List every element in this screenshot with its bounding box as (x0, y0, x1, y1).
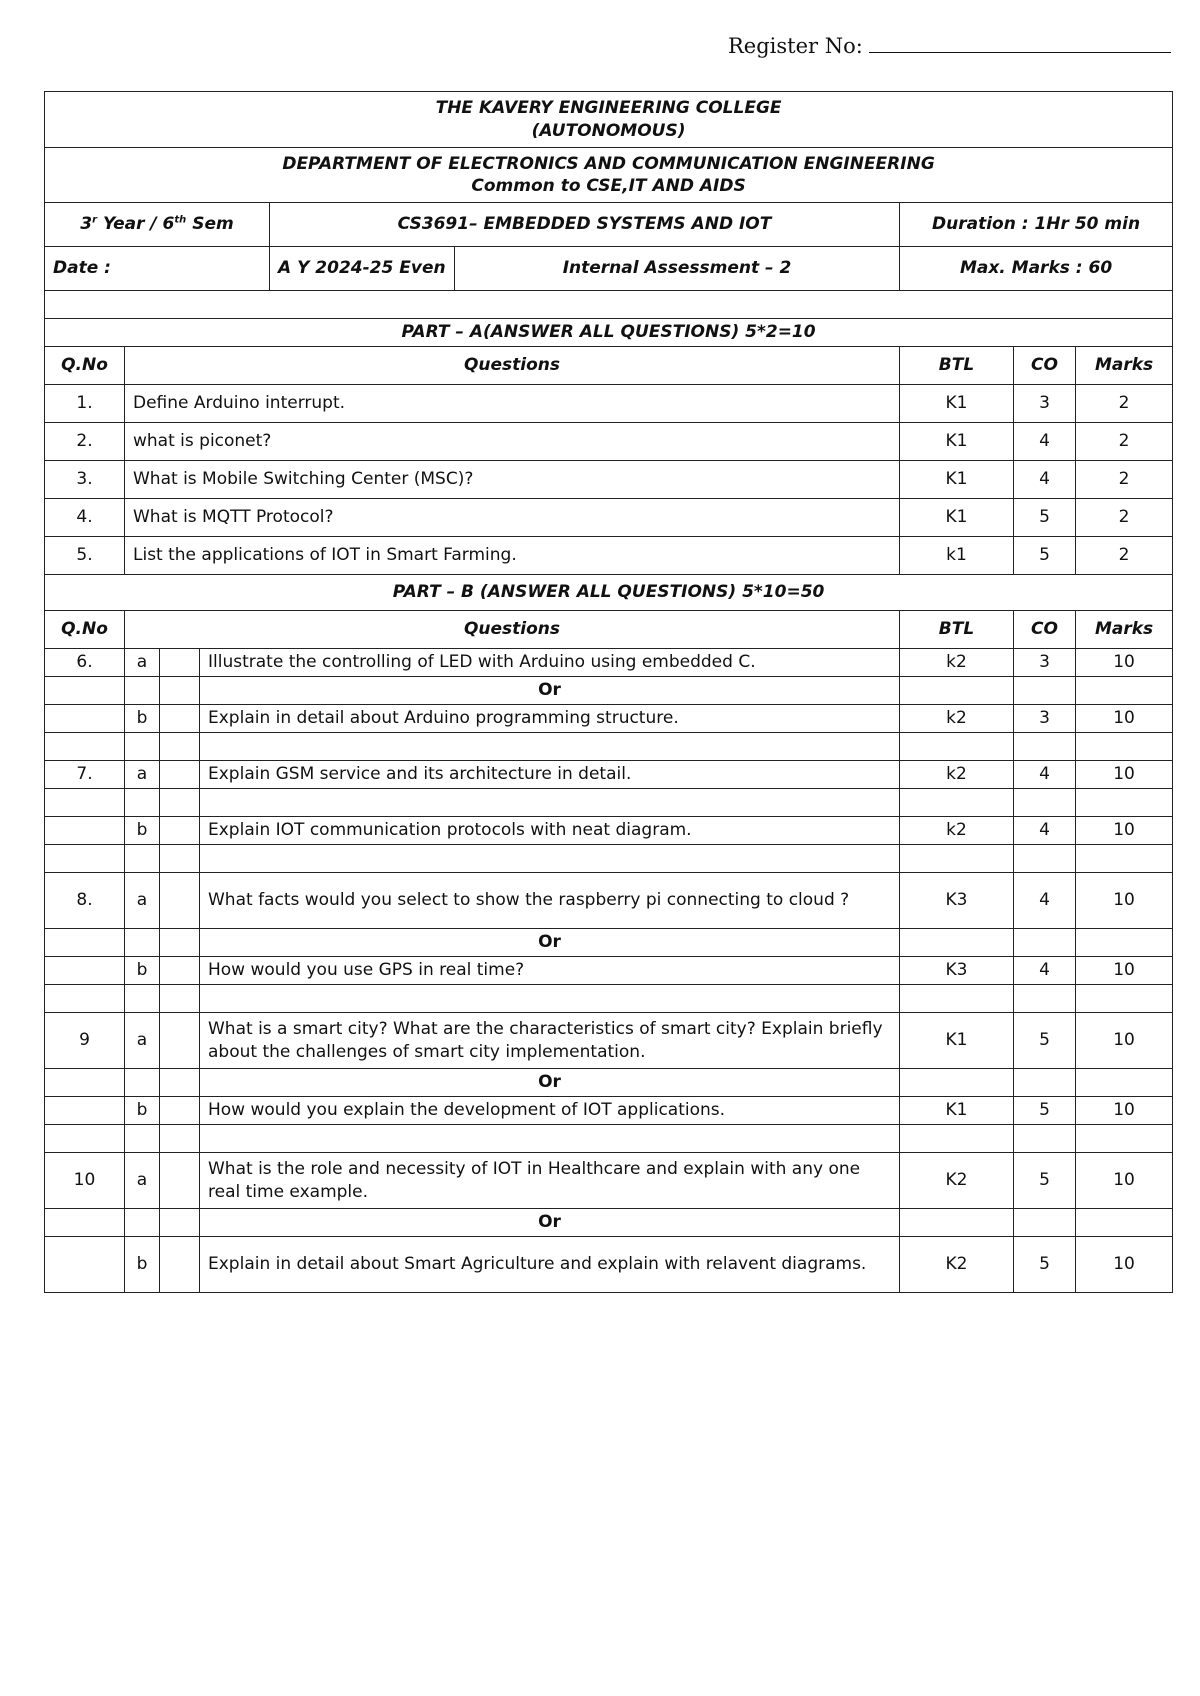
question-text: How would you use GPS in real time? (200, 957, 900, 985)
marks-value: 2 (1076, 537, 1173, 575)
option-label: b (125, 1097, 160, 1125)
question-paper-table (44, 91, 1173, 1293)
college-name: THE KAVERY ENGINEERING COLLEGE (435, 98, 782, 119)
co-value: 5 (1014, 499, 1076, 537)
marks-value: 10 (1076, 761, 1173, 789)
btl-value: K1 (900, 499, 1014, 537)
question-text: Explain in detail about Smart Agriculture and explain with relavent diagrams. (200, 1237, 900, 1293)
or-separator: Or (200, 1069, 900, 1097)
question-number: 2. (45, 423, 125, 461)
btl-value: K2 (900, 1153, 1014, 1209)
question-text: List the applications of IOT in Smart Farming. (125, 537, 900, 575)
marks-value: 2 (1076, 423, 1173, 461)
or-separator: Or (200, 1209, 900, 1237)
option-label: b (125, 1237, 160, 1293)
co-value: 5 (1014, 537, 1076, 575)
question-text: How would you explain the development of IOT applications. (200, 1097, 900, 1125)
department-header (45, 148, 1173, 203)
table-row (45, 423, 1173, 461)
or-separator: Or (200, 677, 900, 705)
col-co: CO (1014, 347, 1076, 385)
btl-value: K3 (900, 873, 1014, 929)
co-value: 3 (1014, 649, 1076, 677)
question-number: 3. (45, 461, 125, 499)
co-value: 4 (1014, 423, 1076, 461)
btl-value: k1 (900, 537, 1014, 575)
table-row (45, 1153, 1173, 1209)
col-co: CO (1014, 611, 1076, 649)
part-b-title: PART – B (ANSWER ALL QUESTIONS) 5*10=50 (45, 575, 1173, 611)
co-value: 4 (1014, 873, 1076, 929)
course-code: CS3691– EMBEDDED SYSTEMS AND IOT (270, 203, 900, 247)
table-row (45, 1013, 1173, 1069)
question-text: What facts would you select to show the raspberry pi connecting to cloud ? (200, 873, 900, 929)
btl-value: k2 (900, 649, 1014, 677)
register-label: Register No: (728, 34, 863, 58)
co-value: 3 (1014, 385, 1076, 423)
col-qno: Q.No (45, 611, 125, 649)
common-to: Common to CSE,IT AND AIDS (471, 176, 746, 196)
option-label: b (125, 705, 160, 733)
table-row (45, 649, 1173, 677)
co-value: 5 (1014, 1237, 1076, 1293)
col-marks: Marks (1076, 347, 1173, 385)
exam-date: Date : (45, 247, 270, 291)
col-questions: Questions (125, 611, 900, 649)
btl-value: k2 (900, 705, 1014, 733)
table-row (45, 873, 1173, 929)
year-semester: 3$^r$ Year / 6th Sem (45, 203, 270, 247)
question-text: Define Arduino interrupt. (125, 385, 900, 423)
btl-value: K2 (900, 1237, 1014, 1293)
marks-value: 10 (1076, 957, 1173, 985)
college-header (45, 92, 1173, 148)
co-value: 5 (1014, 1153, 1076, 1209)
col-marks: Marks (1076, 611, 1173, 649)
co-value: 5 (1014, 1013, 1076, 1069)
table-row (45, 499, 1173, 537)
assessment-name: Internal Assessment – 2 (455, 247, 900, 291)
btl-value: K1 (900, 423, 1014, 461)
col-btl: BTL (900, 347, 1014, 385)
btl-value: K1 (900, 461, 1014, 499)
question-text: Explain in detail about Arduino programming structure. (200, 705, 900, 733)
marks-value: 10 (1076, 873, 1173, 929)
co-value: 4 (1014, 817, 1076, 845)
marks-value: 10 (1076, 1153, 1173, 1209)
question-number: 6. (45, 649, 125, 677)
question-text: What is the role and necessity of IOT in Healthcare and explain with any one real time example. (200, 1153, 900, 1209)
marks-value: 2 (1076, 385, 1173, 423)
or-separator: Or (200, 929, 900, 957)
option-label: a (125, 761, 160, 789)
col-qno: Q.No (45, 347, 125, 385)
option-label: a (125, 1153, 160, 1209)
question-text: What is a smart city? What are the characteristics of smart city? Explain briefly about the challenges of smart city implementation. (200, 1013, 900, 1069)
col-questions: Questions (125, 347, 900, 385)
marks-value: 10 (1076, 817, 1173, 845)
question-number: 1. (45, 385, 125, 423)
question-text: what is piconet? (125, 423, 900, 461)
co-value: 3 (1014, 705, 1076, 733)
college-status: (AUTONOMOUS) (531, 120, 686, 141)
marks-value: 10 (1076, 649, 1173, 677)
marks-value: 2 (1076, 499, 1173, 537)
question-text: Explain GSM service and its architecture in detail. (200, 761, 900, 789)
table-row (45, 1097, 1173, 1125)
co-value: 5 (1014, 1097, 1076, 1125)
co-value: 4 (1014, 957, 1076, 985)
marks-value: 10 (1076, 1013, 1173, 1069)
marks-value: 2 (1076, 461, 1173, 499)
duration: Duration : 1Hr 50 min (900, 203, 1173, 247)
academic-year: A Y 2024-25 Even (270, 247, 455, 291)
btl-value: k2 (900, 817, 1014, 845)
question-number: 7. (45, 761, 125, 789)
option-label: a (125, 873, 160, 929)
co-value: 4 (1014, 761, 1076, 789)
question-number: 4. (45, 499, 125, 537)
table-row (45, 957, 1173, 985)
table-row (45, 385, 1173, 423)
btl-value: K1 (900, 1013, 1014, 1069)
question-text: What is Mobile Switching Center (MSC)? (125, 461, 900, 499)
btl-value: K1 (900, 1097, 1014, 1125)
table-row (45, 537, 1173, 575)
table-row (45, 761, 1173, 789)
btl-value: K1 (900, 385, 1014, 423)
question-text: Explain IOT communication protocols with neat diagram. (200, 817, 900, 845)
table-row (45, 1237, 1173, 1293)
marks-value: 10 (1076, 705, 1173, 733)
col-btl: BTL (900, 611, 1014, 649)
question-number: 5. (45, 537, 125, 575)
option-label: a (125, 649, 160, 677)
question-text: What is MQTT Protocol? (125, 499, 900, 537)
option-label: b (125, 817, 160, 845)
department-name: DEPARTMENT OF ELECTRONICS AND COMMUNICATION ENGINEERING (282, 153, 935, 174)
table-row (45, 461, 1173, 499)
option-label: b (125, 957, 160, 985)
question-number: 10 (45, 1153, 125, 1209)
option-label: a (125, 1013, 160, 1069)
btl-value: k2 (900, 761, 1014, 789)
register-blank-line (869, 34, 1171, 53)
table-row (45, 817, 1173, 845)
question-text: Illustrate the controlling of LED with Arduino using embedded C. (200, 649, 900, 677)
question-number: 9 (45, 1013, 125, 1069)
marks-value: 10 (1076, 1237, 1173, 1293)
question-number: 8. (45, 873, 125, 929)
max-marks: Max. Marks : 60 (900, 247, 1173, 291)
spacer-row (45, 291, 1173, 319)
btl-value: K3 (900, 957, 1014, 985)
part-a-title: PART – A(ANSWER ALL QUESTIONS) 5*2=10 (45, 319, 1173, 347)
co-value: 4 (1014, 461, 1076, 499)
table-row (45, 705, 1173, 733)
marks-value: 10 (1076, 1097, 1173, 1125)
register-number-field (728, 34, 1171, 58)
